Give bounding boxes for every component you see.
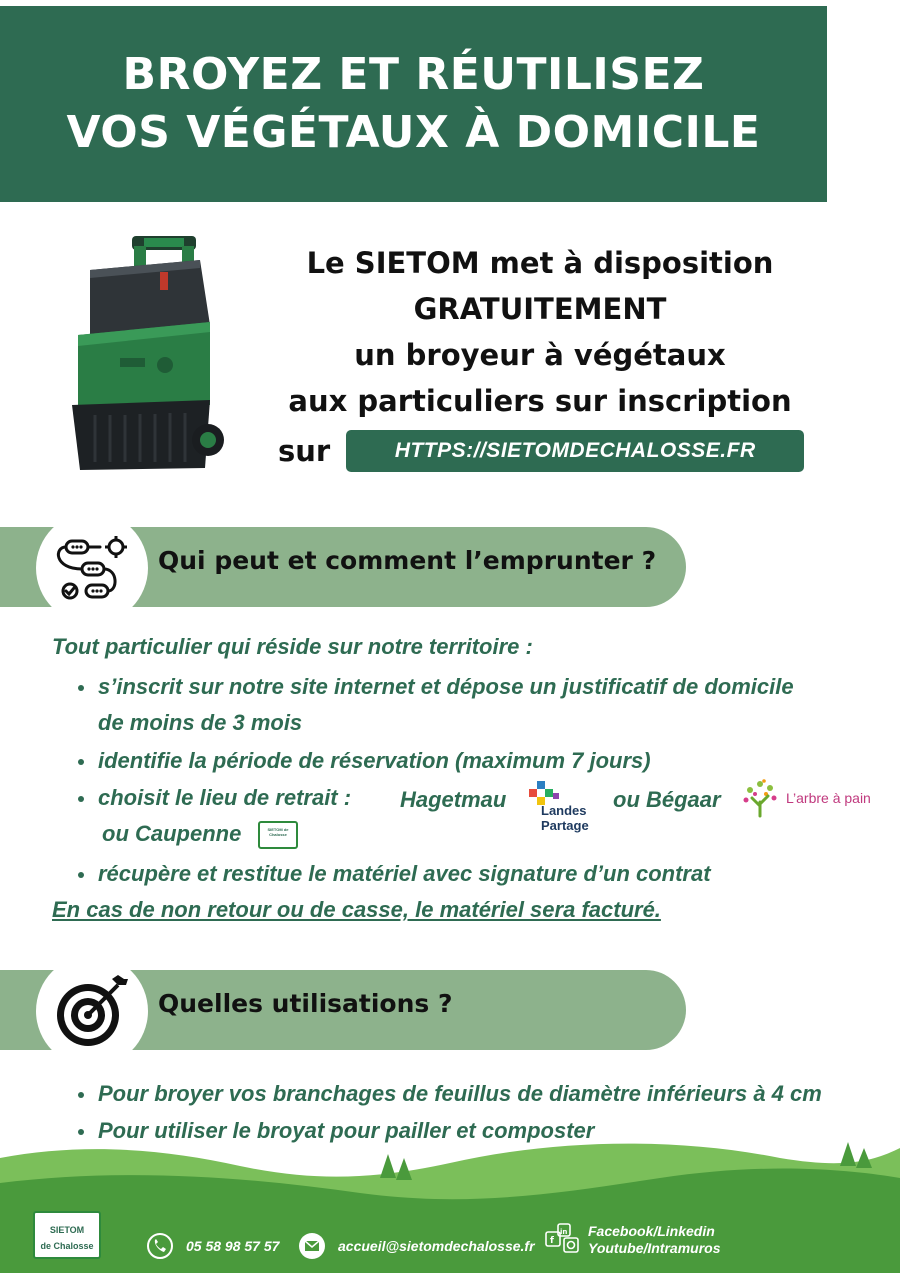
section2-icon-circle <box>36 955 148 1067</box>
footer <box>0 1210 900 1270</box>
list-item: identifie la période de réservation (maximum 7 jours) <box>78 742 651 779</box>
section1-intro: Tout particulier qui réside sur notre territoire : <box>52 634 533 659</box>
sietom-logo-line2: de Chalosse <box>40 1241 94 1251</box>
sietom-logo <box>33 1211 101 1259</box>
url-prefix: sur <box>278 434 331 468</box>
title-line-1: BROYEZ ET RÉUTILISEZ <box>122 49 705 100</box>
page-title <box>67 46 761 162</box>
landes-partage-text-2: Partage <box>541 818 589 833</box>
location-hagetmau: Hagetmau <box>400 787 507 812</box>
footer-email[interactable] <box>298 1232 535 1260</box>
footer-phone[interactable] <box>146 1232 279 1260</box>
workflow-icon <box>52 533 132 603</box>
svg-text:f: f <box>550 1236 554 1246</box>
phone-number: 05 58 98 57 57 <box>186 1238 280 1254</box>
tree-icon <box>740 778 782 820</box>
phone-icon <box>146 1232 174 1260</box>
email-address: accueil@sietomdechalosse.fr <box>338 1238 535 1254</box>
intro-line-1: Le SIETOM met à disposition <box>306 246 774 280</box>
location-caupenne: ou Caupenne <box>102 821 242 846</box>
target-icon <box>52 971 132 1051</box>
email-icon <box>298 1232 326 1260</box>
landes-partage-text-1: Landes <box>541 803 587 818</box>
section1-title: Qui peut et comment l’emprunter ? <box>158 546 657 575</box>
svg-text:in: in <box>560 1228 568 1236</box>
list-item: s’inscrit sur notre site internet et dépose un justificatif de domicile <box>78 668 794 705</box>
section2-title: Quelles utilisations ? <box>158 989 453 1018</box>
return-warning: En cas de non retour ou de casse, le matériel sera facturé. <box>52 897 661 922</box>
landes-partage-logo <box>523 781 599 839</box>
social-media-icon <box>544 1222 580 1258</box>
location-begaar: ou Bégaar <box>613 787 721 812</box>
website-link[interactable]: HTTPS://SIETOMDECHALOSSE.FR <box>346 430 804 472</box>
arbre-a-pain-logo <box>740 778 875 820</box>
sietom-mini-logo <box>258 821 298 849</box>
header-banner <box>0 6 827 202</box>
list-item: choisit le lieu de retrait : <box>78 779 651 816</box>
sietom-logo-line1: SIETOM <box>49 1225 85 1235</box>
intro-line-4: aux particuliers sur inscription <box>288 384 792 418</box>
intro-line-3: un broyeur à végétaux <box>354 338 726 372</box>
footer-social[interactable] <box>544 1222 721 1258</box>
list-item-continuation: de moins de 3 mois <box>98 710 303 735</box>
sietom-mini-text: SIETOM de Chalosse <box>267 827 289 837</box>
list-item: Pour utiliser le broyat pour pailler et composter <box>78 1112 822 1149</box>
list-item: Pour broyer vos branchages de feuillus de diamètre inférieurs à 4 cm <box>78 1075 822 1112</box>
social-line-2: Youtube/Intramuros <box>588 1240 721 1256</box>
intro-text <box>270 240 810 424</box>
arbre-a-pain-text: L’arbre à pain <box>786 790 871 806</box>
section1-list-3 <box>78 855 711 892</box>
section1-list <box>78 668 794 705</box>
section1-icon-circle <box>36 512 148 624</box>
social-line-1: Facebook/Linkedin <box>588 1223 715 1239</box>
title-line-2: VOS VÉGÉTAUX À DOMICILE <box>66 107 761 158</box>
list-item: récupère et restitue le matériel avec signature d’un contrat <box>78 855 711 892</box>
garden-shredder-illustration <box>60 230 230 475</box>
website-row <box>278 430 804 472</box>
intro-line-2: GRATUITEMENT <box>413 292 667 326</box>
